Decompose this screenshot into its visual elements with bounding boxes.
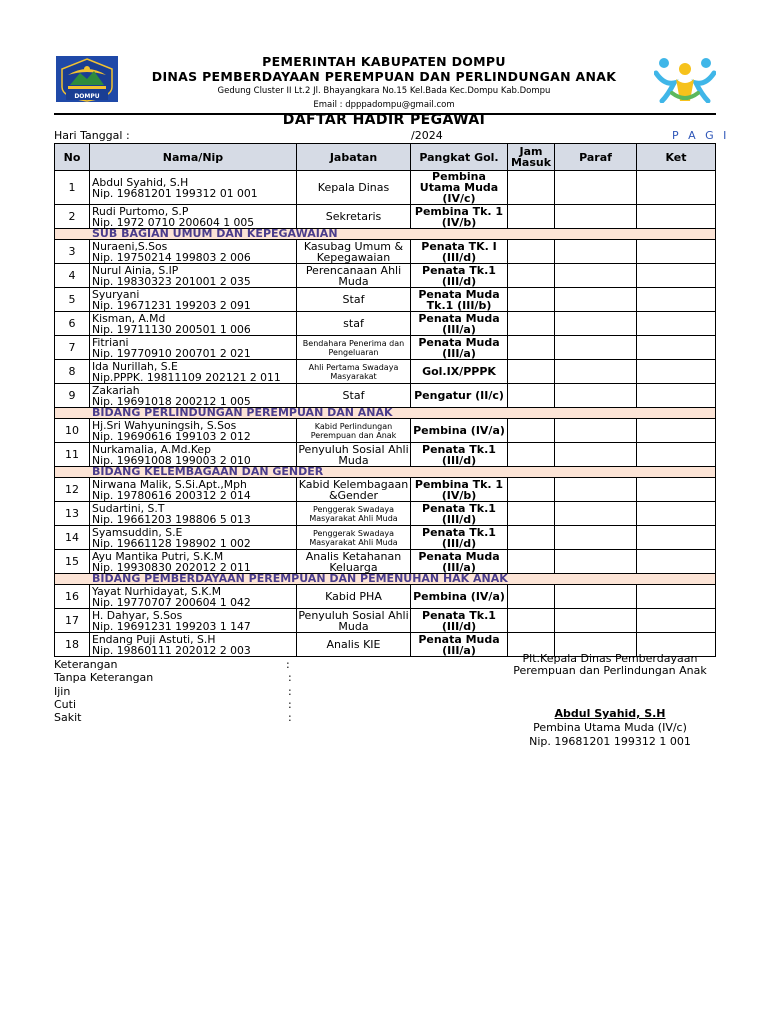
jabatan-cell: Analis KIE — [297, 633, 411, 657]
paraf-cell — [555, 336, 637, 360]
ket-cell — [637, 526, 716, 550]
row-number: 11 — [55, 443, 90, 467]
table-row — [55, 419, 716, 443]
col-jabatan: Jabatan — [297, 144, 411, 171]
jabatan-cell: Kabid Perlindungan Perempuan dan Anak — [297, 419, 411, 443]
pangkat-cell: Pembina Tk. 1 (IV/b) — [411, 205, 508, 229]
ket-cell — [637, 478, 716, 502]
legend-item — [54, 698, 314, 711]
table-row — [55, 312, 716, 336]
employee-nip: Nip. 19671231 199203 2 091 — [92, 298, 251, 312]
employee-nip: Nip. 19930830 202012 2 011 — [92, 560, 251, 574]
paraf-cell — [555, 384, 637, 408]
table-row — [55, 336, 716, 360]
name-nip-cell — [90, 288, 297, 312]
ket-cell — [637, 264, 716, 288]
jam-masuk-cell — [508, 205, 555, 229]
employee-nip: Nip. 19750214 199803 2 006 — [92, 250, 251, 264]
name-nip-cell — [90, 585, 297, 609]
row-number: 2 — [55, 205, 90, 229]
pangkat-cell: Penata Tk.1 (III/d) — [411, 264, 508, 288]
jabatan-cell: Staf — [297, 384, 411, 408]
logo-text: DOMPU — [74, 93, 100, 100]
jabatan-cell: Kepala Dinas — [297, 171, 411, 205]
name-nip-cell — [90, 419, 297, 443]
row-number: 8 — [55, 360, 90, 384]
name-nip-cell — [90, 609, 297, 633]
jabatan-cell: Penyuluh Sosial Ahli Muda — [298, 608, 409, 633]
col-jam-masuk: Jam Masuk — [508, 144, 555, 171]
row-number: 15 — [55, 550, 90, 574]
pangkat-cell: Penata Muda Tk.1 (III/b) — [411, 288, 508, 312]
pangkat-cell: Penata Tk.1 (III/d) — [411, 609, 508, 633]
legend-label: Ijin — [54, 684, 71, 698]
pangkat-cell: Penata Muda (III/a) — [411, 336, 508, 360]
table-row — [55, 609, 716, 633]
ket-cell — [637, 585, 716, 609]
jam-masuk-cell — [508, 478, 555, 502]
paraf-cell — [555, 609, 637, 633]
employee-name: Fitriani — [92, 335, 129, 349]
jam-masuk-cell — [508, 443, 555, 467]
paraf-cell — [555, 502, 637, 526]
ket-cell — [637, 502, 716, 526]
table-row — [55, 526, 716, 550]
table-row — [55, 360, 716, 384]
session-label: P A G I — [672, 129, 730, 142]
row-number: 4 — [55, 264, 90, 288]
paraf-cell — [555, 443, 637, 467]
section-title: BIDANG PERLINDUNGAN PEREMPUAN DAN ANAK — [55, 408, 716, 419]
legend-label: Keterangan — [54, 658, 118, 671]
employee-name: Nuraeni,S.Sos — [92, 239, 168, 253]
ket-cell — [637, 443, 716, 467]
legend-label: Tanpa Keterangan — [54, 671, 154, 685]
name-nip-cell — [90, 312, 297, 336]
signature-position: Plt.Kepala Dinas Pemberdayaan Perempuan dan Perlindungan Anak — [513, 652, 707, 677]
jam-masuk-cell — [508, 360, 555, 384]
ket-cell — [637, 419, 716, 443]
paraf-cell — [555, 585, 637, 609]
ket-cell — [637, 384, 716, 408]
section-row — [55, 467, 716, 478]
agency-address: Gedung Cluster II Lt.2 Jl. Bhayangkara No.15 Kel.Bada Kec.Dompu Kab.Dompu — [217, 86, 551, 96]
employee-name: Rudi Purtomo, S.P — [92, 204, 189, 218]
section-title: SUB BAGIAN UMUM DAN KEPEGAWAIAN — [55, 229, 716, 240]
signature-name: Abdul Syahid, S.H — [554, 707, 666, 720]
row-number: 5 — [55, 288, 90, 312]
paraf-cell — [555, 171, 637, 205]
employee-name: Nirwana Malik, S.Si.Apt.,Mph — [92, 477, 247, 491]
name-nip-cell — [90, 478, 297, 502]
employee-name: H. Dahyar, S.Sos — [92, 608, 183, 622]
table-row — [55, 443, 716, 467]
employee-nip: Nip. 19830323 201001 2 035 — [92, 274, 251, 288]
jabatan-cell: staf — [297, 312, 411, 336]
row-number: 9 — [55, 384, 90, 408]
legend-colon: : — [288, 671, 292, 685]
employee-nip: Nip. 19691008 199003 2 010 — [92, 453, 251, 467]
employee-nip: Nip. 19691231 199203 1 147 — [92, 619, 251, 633]
row-number: 18 — [55, 633, 90, 657]
jabatan-cell: Perencanaan Ahli Muda — [297, 264, 411, 288]
paraf-cell — [555, 264, 637, 288]
jabatan-cell: Ahli Pertama Swadaya Masyarakat — [297, 360, 411, 384]
table-row — [55, 585, 716, 609]
pangkat-cell: Pembina (IV/a) — [411, 585, 508, 609]
paraf-cell — [555, 312, 637, 336]
employee-nip: Nip. 19860111 202012 2 003 — [92, 643, 251, 657]
row-number: 3 — [55, 240, 90, 264]
row-number: 16 — [55, 585, 90, 609]
employee-nip: Nip. 19681201 199312 01 001 — [92, 186, 258, 200]
ket-cell — [637, 609, 716, 633]
ket-cell — [637, 360, 716, 384]
name-nip-cell — [90, 360, 297, 384]
employee-name: Sudartini, S.T — [92, 501, 165, 515]
table-row — [55, 502, 716, 526]
row-number: 10 — [55, 419, 90, 443]
paraf-cell — [555, 240, 637, 264]
jam-masuk-cell — [508, 336, 555, 360]
table-row — [55, 288, 716, 312]
pangkat-cell: Penata TK. I (III/d) — [411, 240, 508, 264]
jam-masuk-cell — [508, 171, 555, 205]
section-title: BIDANG KELEMBAGAAN DAN GENDER — [55, 467, 716, 478]
employee-name: Syuryani — [92, 287, 140, 301]
jabatan-cell: Bendahara Penerima dan Pengeluaran — [297, 336, 411, 360]
legend-colon: : — [288, 684, 292, 698]
govt-name: PEMERINTAH KABUPATEN DOMPU — [262, 54, 506, 69]
employee-nip: Nip. 19780616 200312 2 014 — [92, 488, 251, 502]
jam-masuk-cell — [508, 609, 555, 633]
col-nama-nip: Nama/Nip — [90, 144, 297, 171]
employee-nip: Nip. 19661128 198902 1 002 — [92, 536, 251, 550]
agency-name: DINAS PEMBERDAYAAN PEREMPUAN DAN PERLINDUNGAN ANAK — [151, 69, 617, 84]
row-number: 14 — [55, 526, 90, 550]
table-row — [55, 478, 716, 502]
section-row — [55, 229, 716, 240]
employee-name: Yayat Nurhidayat, S.K.M — [92, 584, 222, 598]
jam-masuk-cell — [508, 419, 555, 443]
employee-name: Hj.Sri Wahyuningsih, S.Sos — [92, 418, 237, 432]
paraf-cell — [555, 360, 637, 384]
legend-item — [54, 685, 314, 698]
jabatan-cell: Sekretaris — [297, 205, 411, 229]
legend-colon: : — [286, 658, 290, 671]
name-nip-cell — [90, 526, 297, 550]
pangkat-cell: Pembina Tk. 1 (IV/b) — [411, 478, 508, 502]
table-header-row — [55, 144, 716, 171]
jabatan-cell: Analis Ketahanan Keluarga — [297, 550, 411, 574]
legend-label: Sakit — [54, 711, 82, 725]
employee-nip: Nip. 19711130 200501 1 006 — [92, 322, 251, 336]
pangkat-cell: Penata Tk.1 (III/d) — [411, 443, 508, 467]
page-title: DAFTAR HADIR PEGAWAI — [282, 112, 486, 128]
section-row — [55, 574, 716, 585]
jabatan-cell: Penyuluh Sosial Ahli Muda — [298, 442, 409, 467]
row-number: 7 — [55, 336, 90, 360]
table-row — [55, 171, 716, 205]
name-nip-cell — [90, 443, 297, 467]
signature-block — [490, 653, 730, 748]
paraf-cell — [555, 526, 637, 550]
jam-masuk-cell — [508, 240, 555, 264]
employee-nip: Nip. 19690616 199103 2 012 — [92, 429, 251, 443]
employee-name: Kisman, A.Md — [92, 311, 166, 325]
ket-cell — [637, 312, 716, 336]
legend-colon: : — [288, 711, 292, 725]
legend-item — [54, 711, 314, 724]
legend-label: Cuti — [54, 697, 77, 711]
ket-cell — [637, 288, 716, 312]
pangkat-cell: Penata Muda (III/a) — [411, 550, 508, 574]
table-row — [55, 205, 716, 229]
paraf-cell — [555, 478, 637, 502]
agency-email: Email : dpppadompu@gmail.com — [313, 100, 455, 110]
paraf-cell — [555, 550, 637, 574]
table-row — [55, 384, 716, 408]
jabatan-cell: Kasubag Umum & Kepegawaian — [297, 240, 411, 264]
section-row — [55, 408, 716, 419]
ket-cell — [637, 171, 716, 205]
ket-cell — [637, 240, 716, 264]
name-nip-cell — [90, 633, 297, 657]
ket-cell — [637, 550, 716, 574]
employee-name: Nurkamalia, A.Md.Kep — [92, 442, 211, 456]
jam-masuk-cell — [508, 585, 555, 609]
date-label: Hari Tanggal : — [54, 129, 130, 142]
table-row — [55, 550, 716, 574]
row-number: 1 — [55, 171, 90, 205]
pangkat-cell: Penata Tk.1 (III/d) — [411, 526, 508, 550]
name-nip-cell — [90, 384, 297, 408]
employee-nip: Nip.PPPK. 19811109 202121 2 011 — [92, 370, 281, 384]
ket-cell — [637, 205, 716, 229]
jabatan-cell: Kabid Kelembagaan &Gender — [297, 478, 411, 502]
row-number: 13 — [55, 502, 90, 526]
col-pangkat: Pangkat Gol. — [411, 144, 508, 171]
signature-rank: Pembina Utama Muda (IV/c) — [533, 721, 687, 734]
name-nip-cell — [90, 171, 297, 205]
legend-item — [54, 658, 314, 671]
col-ket: Ket — [637, 144, 716, 171]
employee-name: Endang Puji Astuti, S.H — [92, 632, 216, 646]
jam-masuk-cell — [508, 384, 555, 408]
jam-masuk-cell — [508, 550, 555, 574]
name-nip-cell — [90, 240, 297, 264]
name-nip-cell — [90, 264, 297, 288]
pangkat-cell: Penata Muda (III/a) — [411, 312, 508, 336]
employee-nip: Nip. 19661203 198806 5 013 — [92, 512, 251, 526]
row-number: 17 — [55, 609, 90, 633]
pangkat-cell: Pembina Utama Muda (IV/c) — [411, 171, 508, 205]
jabatan-cell: Penggerak Swadaya Masyarakat Ahli Muda — [297, 502, 411, 526]
employee-name: Abdul Syahid, S.H — [92, 175, 189, 189]
legend-colon: : — [288, 697, 292, 711]
name-nip-cell — [90, 502, 297, 526]
pangkat-cell: Penata Tk.1 (III/d) — [411, 502, 508, 526]
row-number: 6 — [55, 312, 90, 336]
jam-masuk-cell — [508, 264, 555, 288]
employee-name: Nurul Ainia, S.IP — [92, 263, 179, 277]
name-nip-cell — [90, 205, 297, 229]
jam-masuk-cell — [508, 526, 555, 550]
attendance-table — [54, 143, 716, 657]
pangkat-cell: Pembina (IV/a) — [411, 419, 508, 443]
section-title: BIDANG PEMBERDAYAAN PEREMPUAN DAN PEMENUHAN HAK ANAK — [55, 574, 716, 585]
signature-nip: Nip. 19681201 199312 1 001 — [529, 735, 691, 748]
jabatan-cell: Staf — [297, 288, 411, 312]
employee-name: Ayu Mantika Putri, S.K.M — [92, 549, 224, 563]
pangkat-cell: Pengatur (II/c) — [411, 384, 508, 408]
jam-masuk-cell — [508, 502, 555, 526]
name-nip-cell — [90, 336, 297, 360]
name-nip-cell — [90, 550, 297, 574]
table-row — [55, 240, 716, 264]
pangkat-cell: Gol.IX/PPPK — [411, 360, 508, 384]
employee-nip: Nip. 19691018 200212 1 005 — [92, 394, 251, 408]
paraf-cell — [555, 288, 637, 312]
row-number: 12 — [55, 478, 90, 502]
employee-name: Ida Nurillah, S.E — [92, 359, 178, 373]
paraf-cell — [555, 419, 637, 443]
paraf-cell — [555, 205, 637, 229]
col-paraf: Paraf — [555, 144, 637, 171]
jabatan-cell: Kabid PHA — [297, 585, 411, 609]
jabatan-cell: Penggerak Swadaya Masyarakat Ahli Muda — [297, 526, 411, 550]
employee-nip: Nip. 19770707 200604 1 042 — [92, 595, 251, 609]
jam-masuk-cell — [508, 312, 555, 336]
employee-nip: Nip. 19770910 200701 2 021 — [92, 346, 251, 360]
employee-name: Zakariah — [92, 383, 140, 397]
table-row — [55, 264, 716, 288]
legend-item — [54, 671, 314, 684]
pangkat-cell: Penata Muda (III/a) — [411, 633, 508, 657]
employee-name: Syamsuddin, S.E — [92, 525, 183, 539]
col-no: No — [55, 144, 90, 171]
employee-nip: Nip. 1972 0710 200604 1 005 — [92, 215, 255, 229]
ket-cell — [637, 336, 716, 360]
jam-masuk-cell — [508, 288, 555, 312]
legend-list — [54, 658, 314, 724]
date-year: /2024 — [411, 129, 443, 142]
